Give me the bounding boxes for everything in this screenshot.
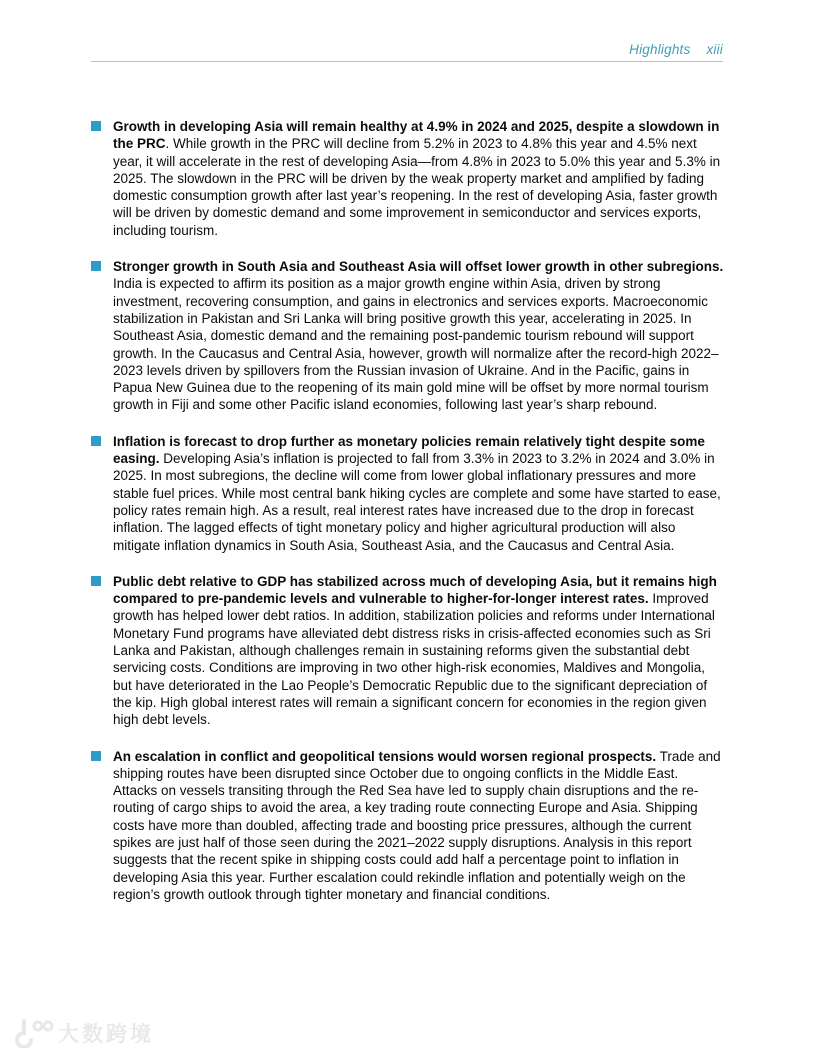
bullet-lead-text: Stronger growth in South Asia and Southeast Asia will offset lower growth in other subregions. — [113, 259, 724, 275]
bullet-item-geopolitical — [91, 748, 724, 904]
square-bullet-icon — [91, 261, 101, 271]
page-number: xiii — [706, 42, 723, 57]
bullet-body-text: Improved growth has helped lower debt ratios. In addition, stabilization policies and reforms under International Monetary Fund programs have alleviated debt distress risks in crisis-affected economies such as Sri Lanka and Pakistan, although challenges remain in sustaining reforms given the substantial debt servicing costs. Conditions are improving in two other high-risk economies, Maldives and Mongolia, but have deteriorated in the Lao People’s Democratic Republic due to the significant depreciation of the kip. High global interest rates will remain a significant concern for economies in the region given high debt levels. — [113, 591, 715, 728]
bullet-paragraph — [113, 118, 724, 239]
bullet-paragraph — [113, 433, 724, 554]
bullet-paragraph — [113, 748, 724, 904]
page-header — [629, 42, 723, 57]
watermark-text: 大数跨境 — [58, 1023, 154, 1046]
section-title: Highlights — [629, 42, 691, 57]
header-rule-divider — [91, 61, 723, 62]
bullet-lead-text: An escalation in conflict and geopolitical tensions would worsen regional prospects. — [113, 748, 657, 764]
bullet-body-text: Developing Asia’s inflation is projected to fall from 3.3% in 2023 to 3.2% in 2024 and 3.0% in 2025. In most subregions, the decline will come from lower global inflationary pressures and more stable fuel prices. While most central bank hiking cycles are complete and some have started to ease, policy rates remain high. As a result, real interest rates have increased due to the drop in forecast inflation. The lagged effects of tight monetary policy and higher agricultural production will also mitigate inflation dynamics in South Asia, Southeast Asia, and the Caucasus and Central Asia. — [113, 451, 721, 553]
square-bullet-icon — [91, 576, 101, 586]
bullet-lead-text: Growth in developing Asia will remain healthy at 4.9% in 2024 and 2025, despite a slowdown in the PRC — [113, 119, 720, 152]
square-bullet-icon — [91, 121, 101, 131]
bullet-body-text: India is expected to affirm its position as a major growth engine within Asia, driven by strong investment, recovering consumption, and gains in electronics and services exports. Macroeconomic stabilization in Pakistan and Sri Lanka will bring positive growth this year, accelerating in 2025. In Southeast Asia, domestic demand and the remaining post-pandemic tourism rebound will support growth. In the Caucasus and Central Asia, however, growth will normalize after the record-high 2022–2023 levels driven by spillovers from the Russian invasion of Ukraine. And in the Pacific, gains in Papua New Guinea due to the reopening of its main gold mine will be offset by more normal tourism growth in Fiji and some other Pacific island economies, following last year’s sharp rebound. — [113, 276, 719, 413]
square-bullet-icon — [91, 751, 101, 761]
bullet-item-subregions — [91, 258, 724, 414]
bullet-paragraph — [113, 573, 724, 729]
watermark — [12, 1018, 154, 1048]
watermark-logo-icon — [12, 1018, 54, 1048]
square-bullet-icon — [91, 436, 101, 446]
bullet-lead-text: Inflation is forecast to drop further as monetary policies remain relatively tight despite some easing. — [113, 433, 705, 467]
highlights-bullet-list — [91, 118, 724, 922]
bullet-item-growth — [91, 118, 724, 239]
bullet-lead-text: Public debt relative to GDP has stabilized across much of developing Asia, but it remains high compared to pre-pandemic levels and vulnerable to higher-for-longer interest rates. — [113, 573, 717, 607]
bullet-item-inflation — [91, 433, 724, 554]
bullet-body-text: . While growth in the PRC will decline from 5.2% in 2023 to 4.8% this year and 4.5% next year, it will accelerate in the rest of developing Asia—from 4.8% in 2023 to 5.0% this year and 5.3% in 2025. The slowdown in the PRC will be driven by the weak property market and amplified by fading domestic consumption growth after last year’s reopening. In the rest of developing Asia, faster growth will be driven by domestic demand and some improvement in semiconductor and services exports, including tourism. — [113, 136, 721, 238]
bullet-body-text: Trade and shipping routes have been disrupted since October due to ongoing conflicts in the Middle East. Attacks on vessels transiting through the Red Sea have led to supply chain disruptions and the re-routing of cargo ships to avoid the area, a key trading route connecting Europe and Asia. Shipping costs have more than doubled, affecting trade and boosting price pressures, although the current spikes are just half of those seen during the 2021–2022 supply disruptions. Analysis in this report suggests that the recent spike in shipping costs could add half a percentage point to inflation in developing Asia this year. Further escalation could rekindle inflation and potentially weigh on the region’s growth outlook through tighter monetary and financial conditions. — [113, 748, 721, 902]
bullet-item-public-debt — [91, 573, 724, 729]
bullet-paragraph — [113, 258, 724, 414]
